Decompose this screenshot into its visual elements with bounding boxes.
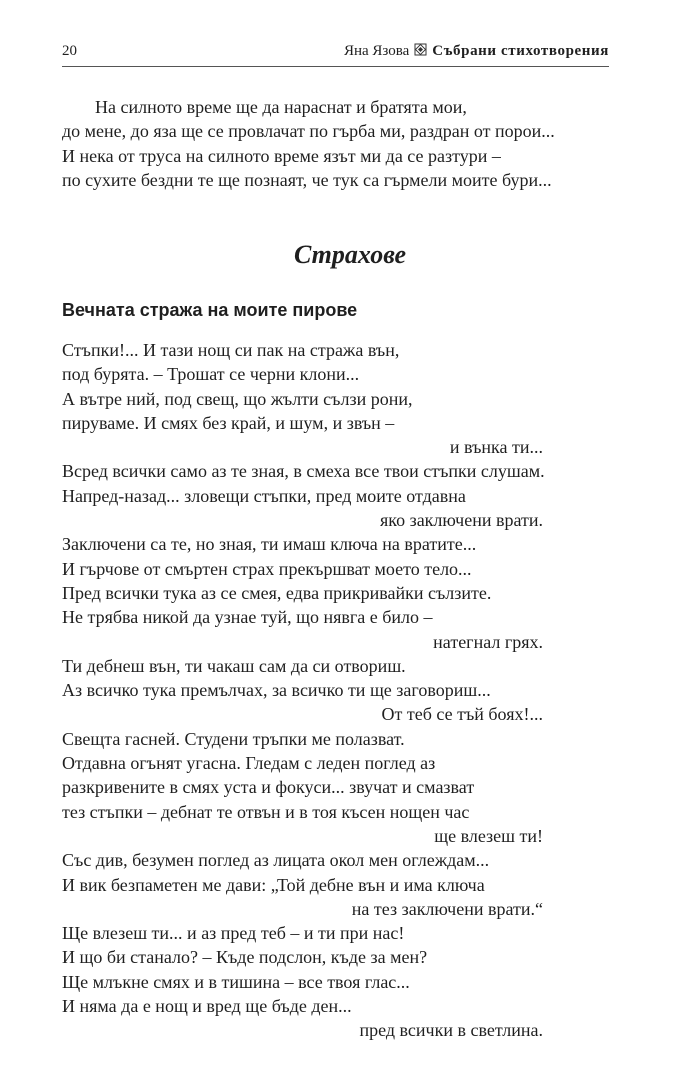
verse-line: На силното време ще да нараснат и братята мои, <box>95 97 467 117</box>
verse-line: Ще млъкне смях и в тишина – все твоя глас... <box>62 971 410 992</box>
verse-line: Ти дебнеш вън, ти чакаш сам да си отвориш. <box>62 655 406 676</box>
verse-line: Със див, безумен поглед аз лицата окол мен оглеждам... <box>62 850 490 871</box>
verse-line-dropped: ще влезеш ти! <box>434 825 543 846</box>
verse-line: под бурята. – Трошат се черни клони... <box>62 364 360 385</box>
verse-line: по сухите бездни те ще познаят, че тук са гърмели моите бури... <box>62 169 552 190</box>
verse-line: Стъпки!... И тази нощ си пак на стража вън, <box>62 340 400 360</box>
diamond-ornament-icon <box>414 41 427 54</box>
verse-line: А вътре ний, под свещ, що жълти сълзи рони, <box>62 388 413 409</box>
page-number: 20 <box>62 43 77 59</box>
verse-line-dropped: От теб се тъй боях!... <box>381 704 543 725</box>
verse-line: И гърчове от смъртен страх прекършват моето тело... <box>62 558 472 579</box>
verse-line: Свещта гасней. Студени тръпки ме полазват. <box>62 728 405 749</box>
verse-line: до мене, до яза ще се провлачат по гърба ми, раздран от порои... <box>62 121 555 142</box>
verse-line: разкривените в смях уста и фокуси... звучат и смазват <box>62 777 475 798</box>
verse-line: Не трябва никой да узнае туй, що нявга е било – <box>62 607 433 628</box>
verse-line: Всред всички само аз те зная, в смеха все твои стъпки слушам. <box>62 461 545 482</box>
verse-line-dropped: на тез заключени врати.“ <box>351 898 543 919</box>
verse-line-dropped: натегнал грях. <box>433 631 543 652</box>
verse-line: И няма да е нощ и вред ще бъде ден... <box>62 996 352 1017</box>
verse-line: тез стъпки – дебнат те отвън и в тоя късен нощен час <box>62 801 470 822</box>
poem-title: Вечната стража на моите пирове <box>62 300 358 320</box>
book-title: Събрани стихотворения <box>432 43 609 59</box>
verse-line: Заключени са те, но зная, ти имаш ключа на вратите... <box>62 534 477 555</box>
verse-line-dropped: и вънка ти... <box>449 437 543 458</box>
verse-line: Ще влезеш ти... и аз пред теб – и ти при нас! <box>62 923 405 944</box>
verse-line-dropped: пред всички в светлина. <box>359 1020 543 1041</box>
verse-line: Пред всички тука аз се смея, едва прикривайки сълзите. <box>62 582 492 603</box>
poem-body <box>62 338 610 1043</box>
verse-line: И нека от труса на силното време язът ми да се разтури – <box>62 145 501 166</box>
verse-line: Отдавна огънят угасна. Гледам с леден поглед аз <box>62 753 436 774</box>
running-header <box>62 40 609 67</box>
verse-line-dropped: яко заключени врати. <box>379 510 543 531</box>
running-head <box>344 40 609 62</box>
verse-line: И вик безпаметен ме дави: „Той дебне вън и има ключа <box>62 874 485 895</box>
author-name: Яна Язова <box>343 43 410 59</box>
opening-stanza <box>62 95 610 192</box>
verse-line: Аз всичко тука премълчах, за всичко ти ще заговориш... <box>62 680 491 701</box>
section-title: Страхове <box>293 240 407 269</box>
verse-line: Напред-назад... зловещи стъпки, пред моите отдавна <box>62 485 466 506</box>
verse-line: пируваме. И смях без край, и шум, и звън – <box>62 412 395 433</box>
verse-line: И що би станало? – Къде подслон, къде за мен? <box>62 947 428 968</box>
